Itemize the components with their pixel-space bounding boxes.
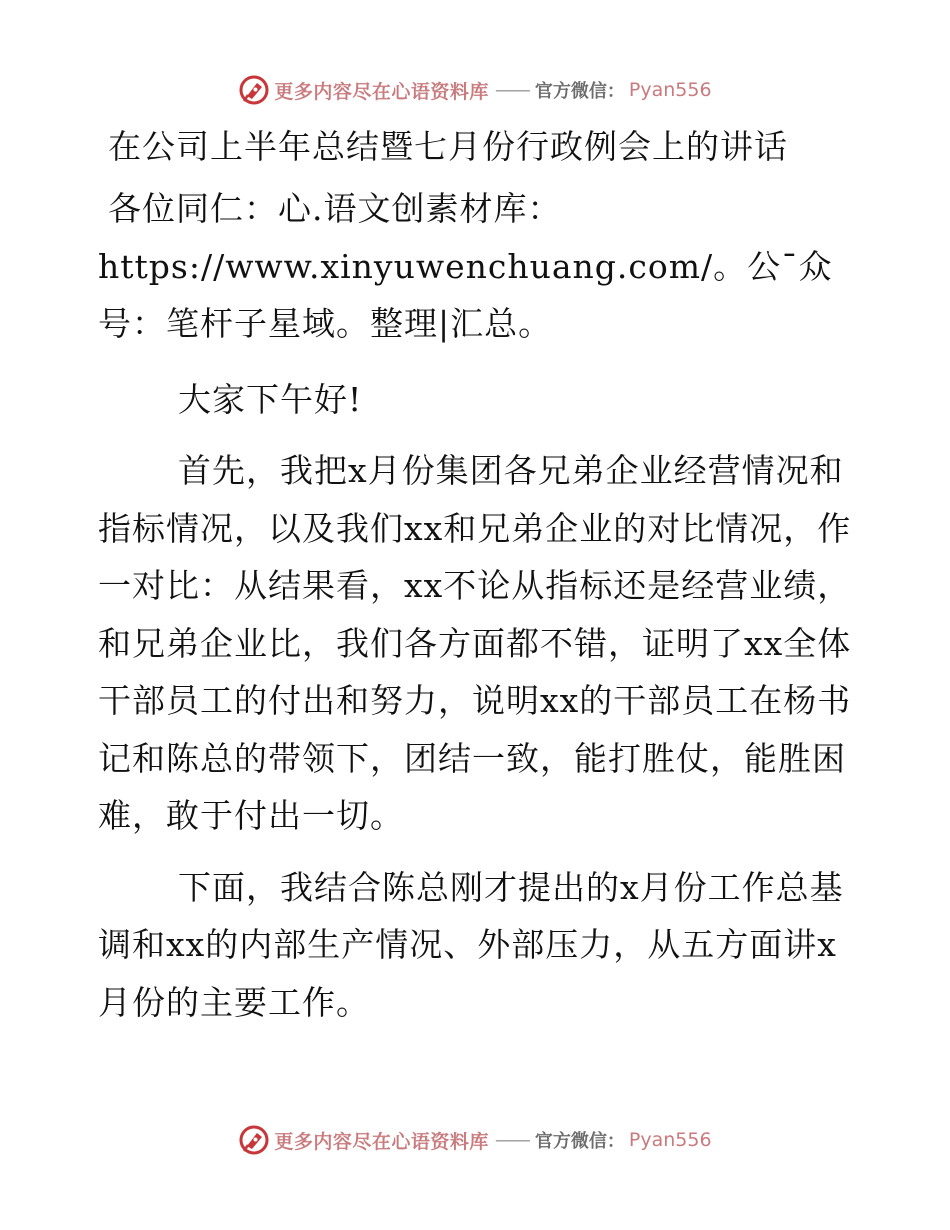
footer-wechat-account: Pyan556: [628, 1129, 712, 1151]
footer-banner: [0, 1120, 950, 1160]
banner-brand-text: 更多内容尽在心语资料库: [274, 80, 489, 103]
document-body: [98, 122, 858, 1031]
greeting: 大家下午好!: [178, 379, 363, 419]
pen-nib-logo-icon: [238, 74, 270, 106]
header-banner: [0, 70, 950, 110]
banner-wechat-label: 官方微信：: [534, 81, 625, 102]
footer-dash: ——: [494, 1129, 529, 1151]
salutation: [98, 180, 858, 353]
banner-wechat-account: Pyan556: [628, 79, 712, 101]
footer-wechat-label: 官方微信：: [534, 1131, 625, 1152]
salutation-text: 各位同仁：心.语文创素材库：https://www.xinyuwenchuang.com/。公¯众号：笔杆子星域。整理|汇总。: [98, 189, 833, 343]
paragraph-2: 下面，我结合陈总刚才提出的x月份工作总基调和xx的内部生产情况、外部压力，从五方面讲x月份的主要工作。: [98, 867, 844, 1022]
paragraph-1: 首先，我把x月份集团各兄弟企业经营情况和指标情况，以及我们xx和兄弟企业的对比情况，作一对比：从结果看，xx不论从指标还是经营业绩，和兄弟企业比，我们各方面都不错，证明了xx全体干部员工的付出和努力，说明xx的干部员工在杨书记和陈总的带领下，团结一致，能打胜仗，能胜困难，敢于付出一切。: [98, 451, 852, 835]
pen-nib-logo-icon: [238, 1124, 270, 1156]
document-title: 在公司上半年总结暨七月份行政例会上的讲话: [108, 127, 788, 166]
footer-brand-text: 更多内容尽在心语资料库: [274, 1130, 489, 1153]
banner-dash: ——: [494, 79, 529, 101]
